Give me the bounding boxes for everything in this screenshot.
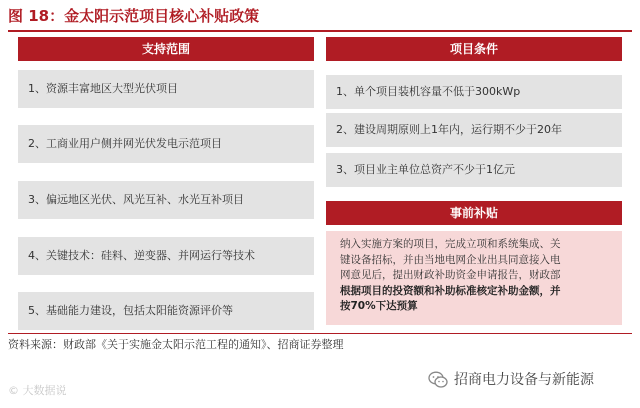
support-item-1: 1、资源丰富地区大型光伏项目 [18,70,314,108]
support-item-2: 2、工商业用户侧并网光伏发电示范项目 [18,125,314,163]
watermark-left: © 大数据说 [8,384,67,397]
support-item-5: 5、基础能力建设，包括太阳能资源评价等 [18,292,314,330]
pre-subsidy-line-1: 纳入实施方案的项目，完成立项和系统集成、关 [340,238,561,250]
figure-title: 图 18：金太阳示范项目核心补贴政策 [8,7,260,25]
wechat-icon [428,371,448,389]
pre-subsidy-header: 事前补贴 [326,201,622,225]
source-note: 资料来源：财政部《关于实施金太阳示范工程的通知》、招商证券整理 [8,338,344,351]
condition-item-2: 2、建设周期原则上1年内，运行期不少于20年 [326,113,622,147]
title-divider [8,30,632,32]
pre-subsidy-text [326,231,622,325]
support-item-4: 4、关键技术：硅料、逆变器、并网运行等技术 [18,237,314,275]
support-scope-header: 支持范围 [18,37,314,61]
project-conditions-header: 项目条件 [326,37,622,61]
condition-item-1: 1、单个项目装机容量不低于300kWp [326,75,622,109]
bottom-divider [8,333,632,334]
watermark-right [428,370,594,390]
pre-subsidy-line-5: 按70%下达预算 [340,300,418,312]
pre-subsidy-line-4: 根据项目的投资额和补助标准核定补助金额，并 [340,284,561,297]
pre-subsidy-line-3: 网意见后，提出财政补助资金申请报告，财政部 [340,269,561,281]
condition-item-3: 3、项目业主单位总资产不少于1亿元 [326,153,622,187]
watermark-right-label: 招商电力设备与新能源 [454,372,594,388]
support-item-3: 3、偏远地区光伏、风光互补、水光互补项目 [18,181,314,219]
pre-subsidy-line-2: 键设备招标，并由当地电网企业出具同意接入电 [340,253,561,266]
